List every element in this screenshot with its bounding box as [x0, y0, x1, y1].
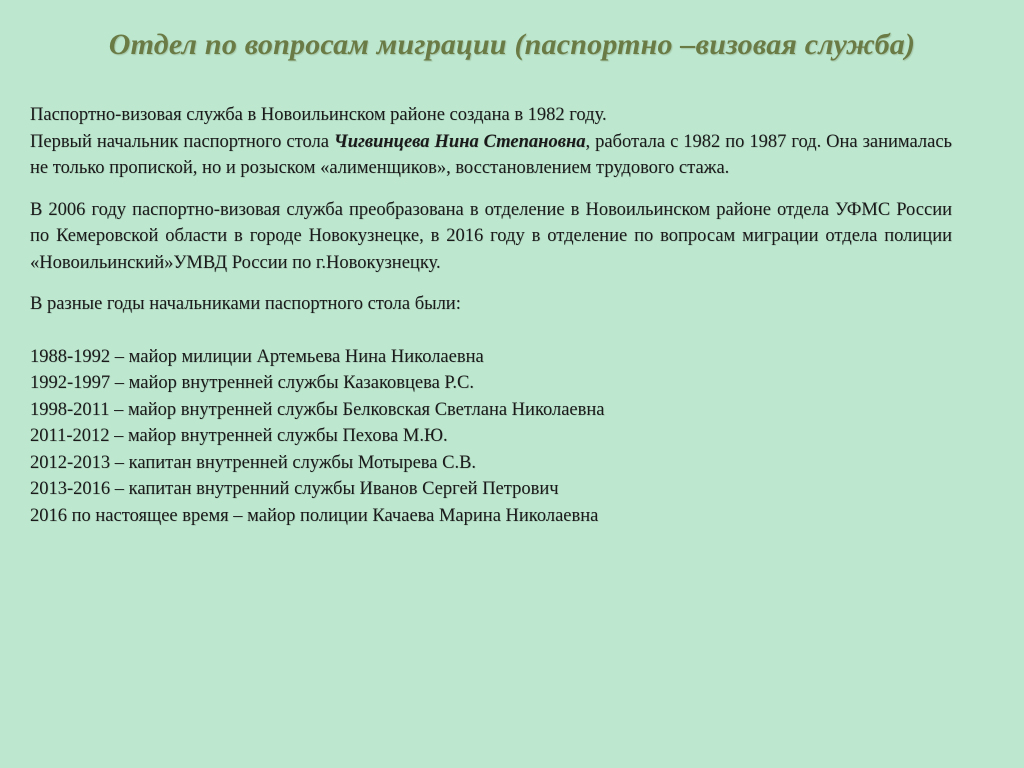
paragraph-first-head: [30, 129, 952, 182]
list-item: 1998-2011 – майор внутренней службы Белковская Светлана Николаевна: [30, 399, 605, 420]
paragraph-reorganization: В 2006 году паспортно-визовая служба преобразована в отделение в Новоильинском районе отдела УФМС России по Кемеровской области в городе Новокузнецке, в 2016 году в отделение по вопросам миграции отдела полиции «Новоильинский»УМВД России по г.Новокузнецку.: [30, 199, 952, 273]
list-item: 2012-2013 – капитан внутренней службы Мотырева С.В.: [30, 452, 477, 473]
slide-title: Отдел по вопросам миграции (паспортно –визовая служба): [108, 28, 916, 61]
list-item: 1988-1992 – майор милиции Артемьева Нина Николаевна: [30, 346, 484, 367]
paragraph-founded: Паспортно-визовая служба в Новоильинском районе создана в 1982 году.: [30, 105, 607, 125]
list-item: 1992-1997 – майор внутренней службы Казаковцева Р.С.: [30, 373, 474, 393]
slide-content: [30, 102, 952, 529]
list-item: 2016 по настоящее время – майор полиции Качаева Марина Николаевна: [30, 505, 599, 526]
paragraph-first-head-rest: , работала с 1982 по 1987 год. Она занималась не только пропиской, но и розыском «алименщиков», восстановлением трудового стажа.: [30, 131, 952, 178]
heads-list: [30, 344, 952, 530]
paragraph-heads-intro: В разные годы начальниками паспортного стола были:: [30, 294, 461, 314]
list-item: 2013-2016 – капитан внутренний службы Иванов Сергей Петрович: [30, 479, 559, 499]
list-item: 2011-2012 – майор внутренней службы Пехова М.Ю.: [30, 426, 448, 446]
first-head-name: Чигвинцева Нина Степановна: [333, 131, 586, 152]
paragraph-first-head-intro: Первый начальник паспортного стола: [30, 131, 334, 152]
